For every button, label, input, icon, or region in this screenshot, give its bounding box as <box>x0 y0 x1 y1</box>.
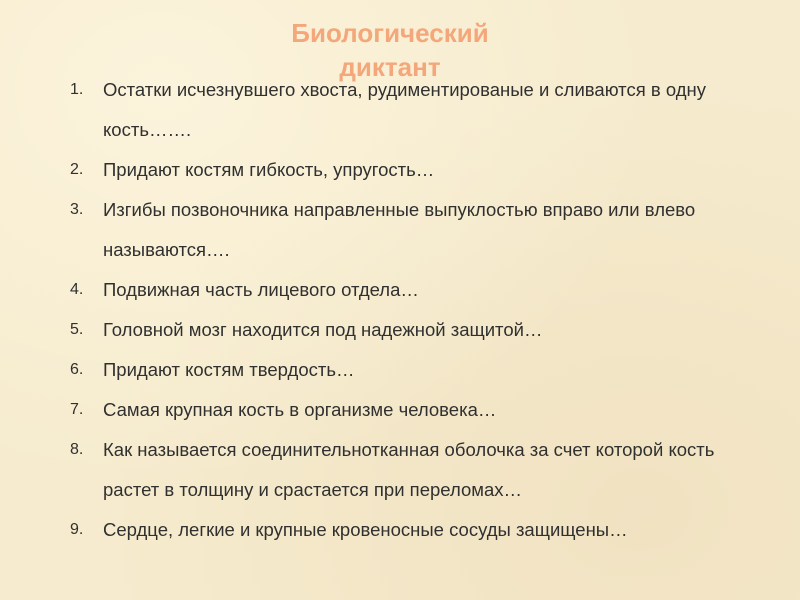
question-text: Сердце, легкие и крупные кровеносные сосуды защищены… <box>103 519 628 540</box>
question-list <box>0 70 800 550</box>
question-item <box>0 270 800 310</box>
question-item <box>0 150 800 190</box>
question-text: Изгибы позвоночника направленные выпуклостью вправо или влево называются…. <box>103 199 696 260</box>
question-number: 2. <box>70 161 84 178</box>
question-text: Остатки исчезнувшего хвоста, рудиментированые и сливаются в одну кость……. <box>103 79 706 140</box>
title-line-2: диктант <box>339 52 441 82</box>
question-item <box>0 310 800 350</box>
question-number: 1. <box>70 81 84 98</box>
question-number: 8. <box>70 441 84 458</box>
question-text: Самая крупная кость в организме человека… <box>103 399 497 420</box>
question-item <box>0 430 800 510</box>
question-number: 4. <box>70 281 84 298</box>
question-number: 3. <box>70 201 84 218</box>
question-text: Придают костям гибкость, упругость… <box>103 159 435 180</box>
question-item <box>0 190 800 270</box>
question-text: Придают костям твердость… <box>103 359 355 380</box>
question-text: Подвижная часть лицевого отдела… <box>103 279 419 300</box>
question-item <box>0 510 800 550</box>
question-number: 9. <box>70 521 84 538</box>
title-line-1: Биологический <box>291 18 489 48</box>
question-number: 5. <box>70 321 84 338</box>
question-item <box>0 390 800 430</box>
question-item <box>0 70 800 150</box>
question-number: 7. <box>70 401 84 418</box>
question-number: 6. <box>70 361 84 378</box>
question-text: Как называется соединительнотканная оболочка за счет которой кость растет в толщину и срастается при переломах… <box>103 439 715 500</box>
question-item <box>0 350 800 390</box>
question-text: Головной мозг находится под надежной защитой… <box>103 319 543 340</box>
